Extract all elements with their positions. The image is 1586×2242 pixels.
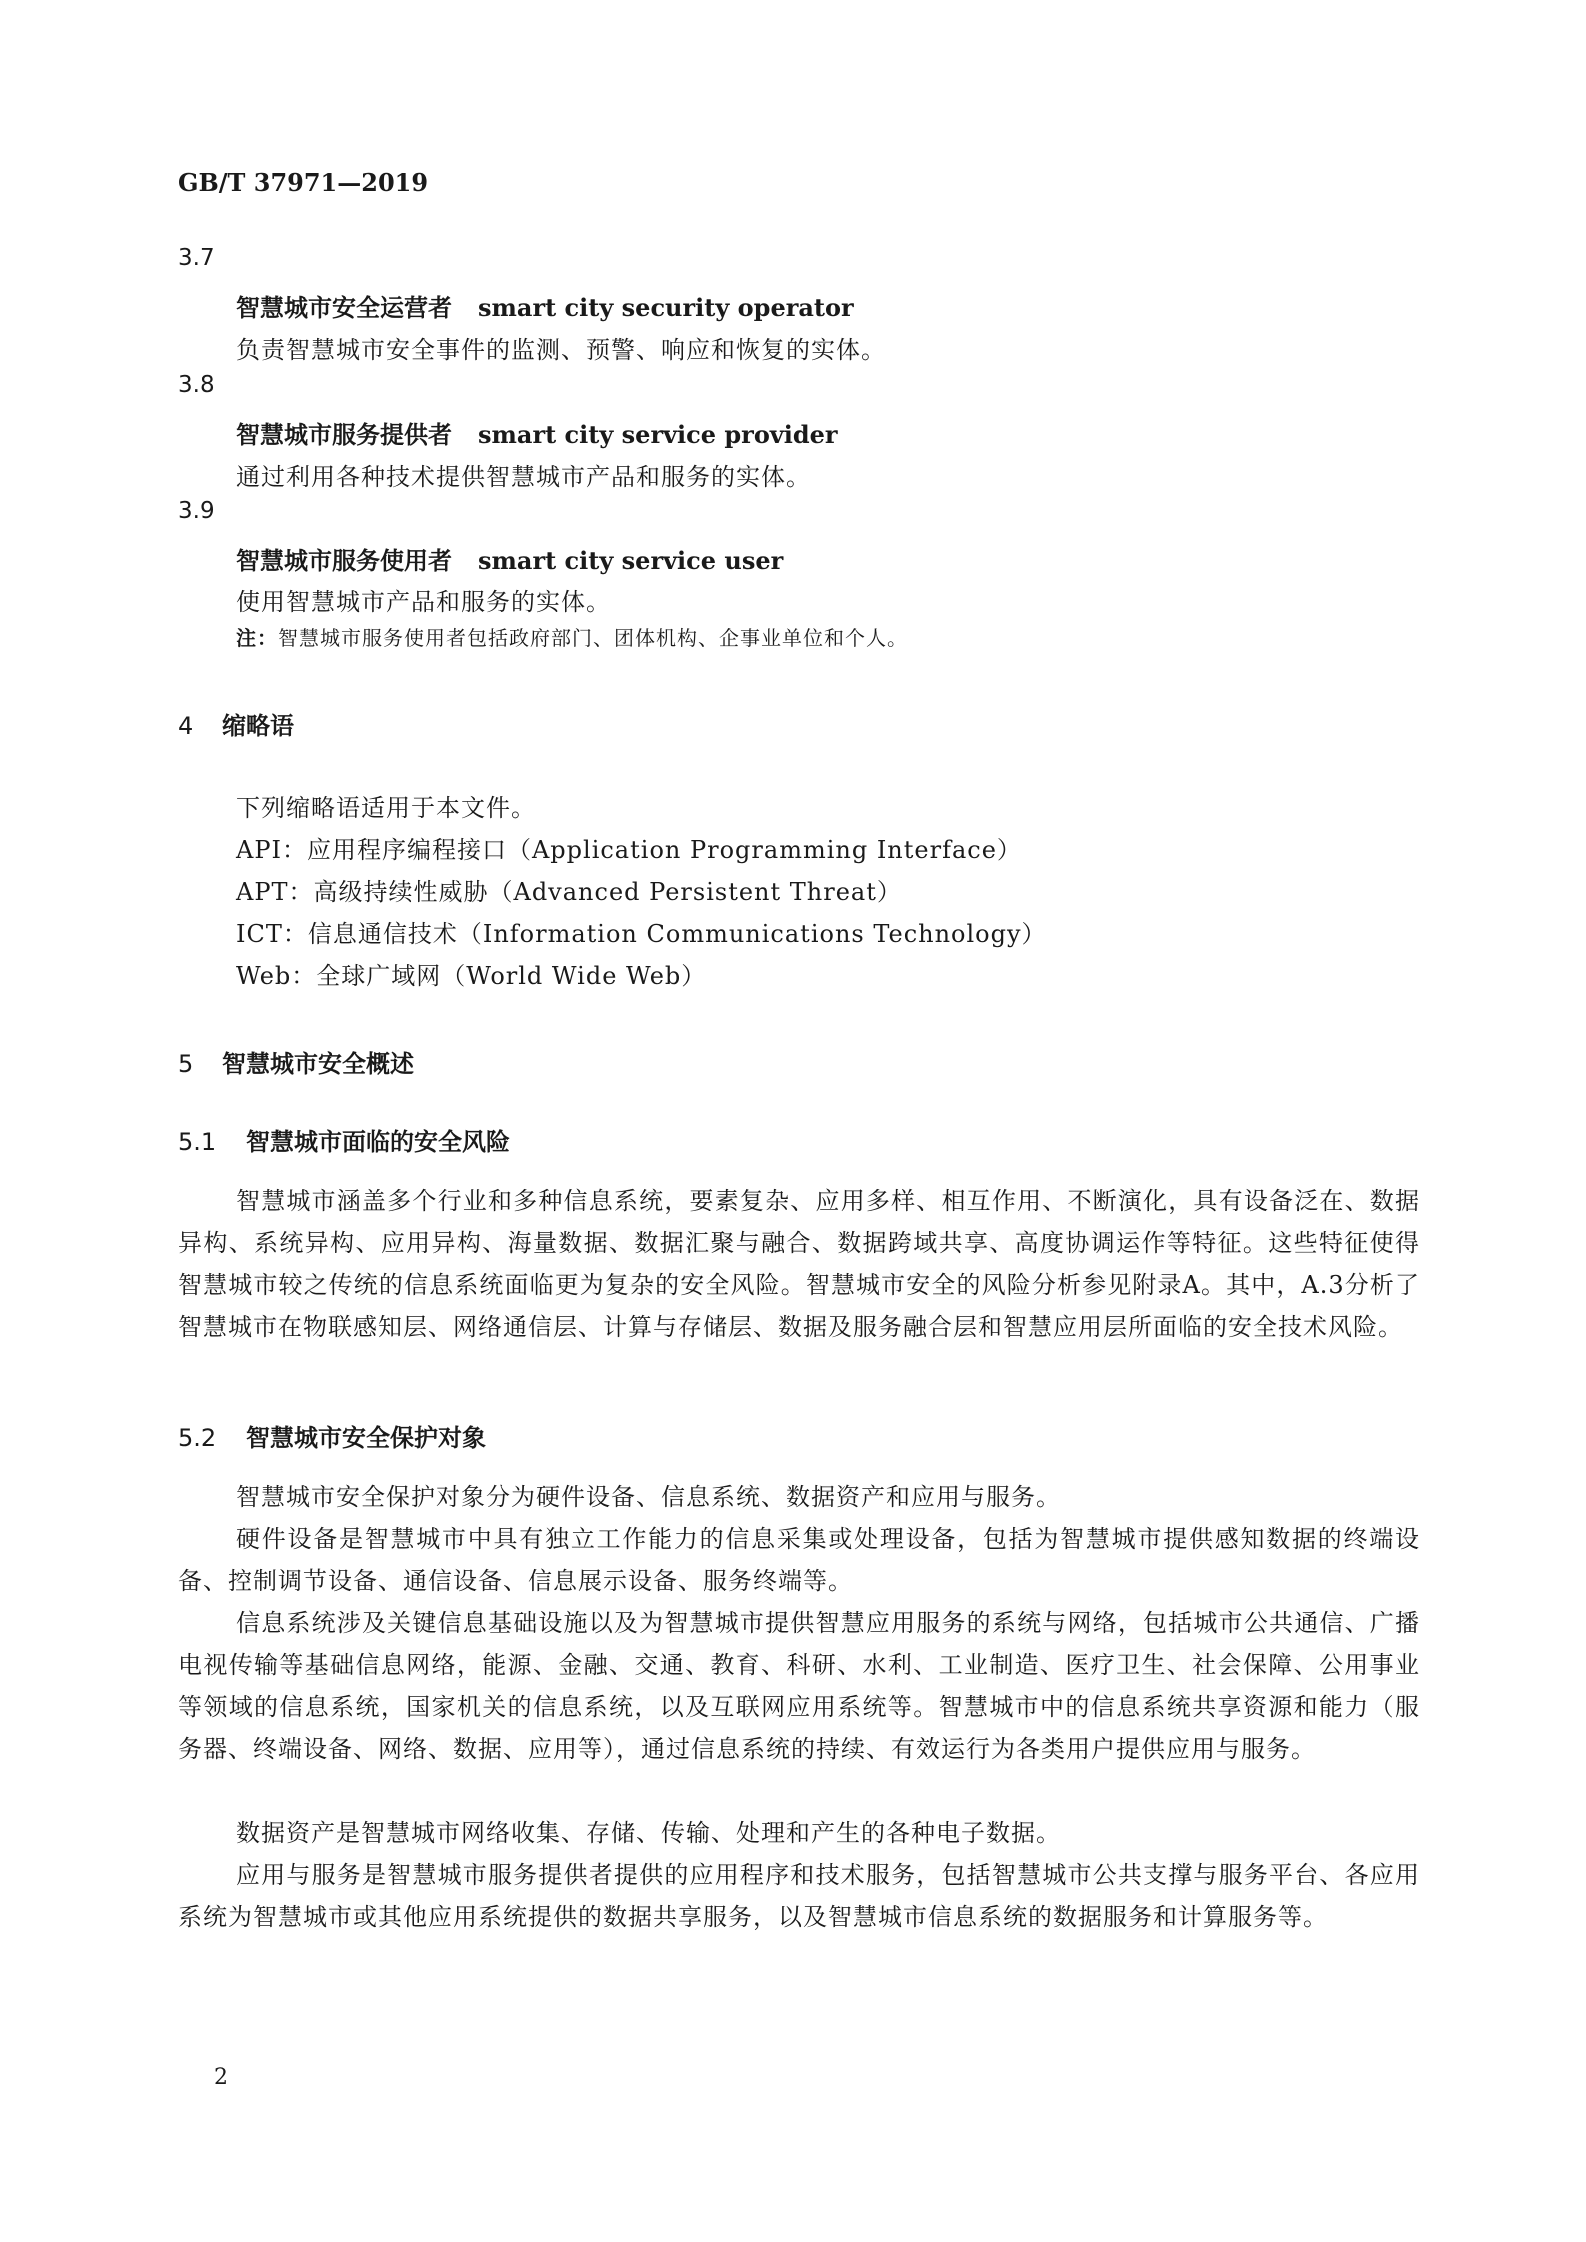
term-heading: [236, 541, 783, 576]
abbreviation-item: Web：全球广域网（World Wide Web）: [236, 962, 707, 990]
watermark: [111, 10, 239, 92]
term-definition: 负责智慧城市安全事件的监测、预警、响应和恢复的实体。: [236, 336, 886, 364]
subsection-number: 5.2: [178, 1424, 217, 1452]
body-paragraph: 智慧城市涵盖多个行业和多种信息系统，要素复杂、应用多样、相互作用、不断演化，具有设备泛在、数据异构、系统异构、应用异构、海量数据、数据汇聚与融合、数据跨域共享、高度协调运作等特征。这些特征使得智慧城市较之传统的信息系统面临更为复杂的安全风险。智慧城市安全的风险分析参见附录A。其中，A.3分析了智慧城市在物联感知层、网络通信层、计算与存储层、数据及服务融合层和智慧应用层所面临的安全技术风险。: [178, 1187, 1420, 1341]
term-en: smart city service provider: [478, 420, 838, 449]
section-number: 4: [178, 712, 194, 740]
body-paragraph: 智慧城市安全保护对象分为硬件设备、信息系统、数据资产和应用与服务。: [236, 1483, 1061, 1511]
term-zh: 智慧城市服务使用者: [236, 547, 452, 575]
clause-number: 3.9: [178, 498, 215, 524]
body-paragraph: 信息系统涉及关键信息基础设施以及为智慧城市提供智慧应用服务的系统与网络，包括城市公共通信、广播电视传输等基础信息网络，能源、金融、交通、教育、科研、水利、工业制造、医疗卫生、社会保障、公用事业等领域的信息系统，国家机关的信息系统，以及互联网应用系统等。智慧城市中的信息系统共享资源和能力（服务器、终端设备、网络、数据、应用等），通过信息系统的持续、有效运行为各类用户提供应用与服务。: [178, 1609, 1420, 1763]
watermark: [511, 10, 639, 92]
body-paragraph: 硬件设备是智慧城市中具有独立工作能力的信息采集或处理设备，包括为智慧城市提供感知数据的终端设备、控制调节设备、通信设备、信息展示设备、服务终端等。: [178, 1525, 1420, 1595]
subsection-title: 智慧城市安全保护对象: [246, 1424, 486, 1452]
body-paragraph: 数据资产是智慧城市网络收集、存储、传输、处理和产生的各种电子数据。: [236, 1819, 1061, 1847]
term-zh: 智慧城市服务提供者: [236, 421, 452, 449]
section-heading: [178, 706, 294, 741]
term-heading: [236, 415, 838, 450]
term-en: smart city security operator: [478, 293, 854, 322]
watermark: [911, 10, 1039, 92]
watermark: [1441, 10, 1569, 92]
note-text: 智慧城市服务使用者包括政府部门、团体机构、企事业单位和个人。: [278, 626, 908, 650]
subsection-number: 5.1: [178, 1128, 217, 1156]
term-en: smart city service user: [478, 546, 784, 575]
abbreviation-item: APT：高级持续性威胁（Advanced Persistent Threat）: [236, 878, 902, 906]
abbreviation-item: API：应用程序编程接口（Application Programming Interface）: [236, 836, 1022, 864]
note-label: 注：: [236, 626, 278, 650]
term-definition: 使用智慧城市产品和服务的实体。: [236, 588, 611, 616]
page-number: 2: [214, 2065, 228, 2090]
term-zh: 智慧城市安全运营者: [236, 294, 452, 322]
section-heading: [178, 1044, 414, 1079]
term-definition: 通过利用各种技术提供智慧城市产品和服务的实体。: [236, 463, 811, 491]
section-intro: 下列缩略语适用于本文件。: [236, 794, 536, 822]
body-paragraph: 应用与服务是智慧城市服务提供者提供的应用程序和技术服务，包括智慧城市公共支撑与服务平台、各应用系统为智慧城市或其他应用系统提供的数据共享服务，以及智慧城市信息系统的数据服务和计算服务等。: [178, 1861, 1420, 1931]
section-number: 5: [178, 1050, 194, 1078]
term-heading: [236, 288, 854, 323]
clause-number: 3.8: [178, 372, 215, 398]
note: [236, 622, 908, 651]
clause-number: 3.7: [178, 245, 215, 271]
subsection-heading: [178, 1122, 510, 1157]
subsection-title: 智慧城市面临的安全风险: [246, 1128, 510, 1156]
section-title: 智慧城市安全概述: [222, 1050, 414, 1078]
abbreviation-item: ICT：信息通信技术（Information Communications Technology）: [236, 920, 1047, 948]
document-id: GB/T 37971—2019: [178, 168, 429, 197]
section-title: 缩略语: [222, 712, 294, 740]
subsection-heading: [178, 1418, 486, 1453]
